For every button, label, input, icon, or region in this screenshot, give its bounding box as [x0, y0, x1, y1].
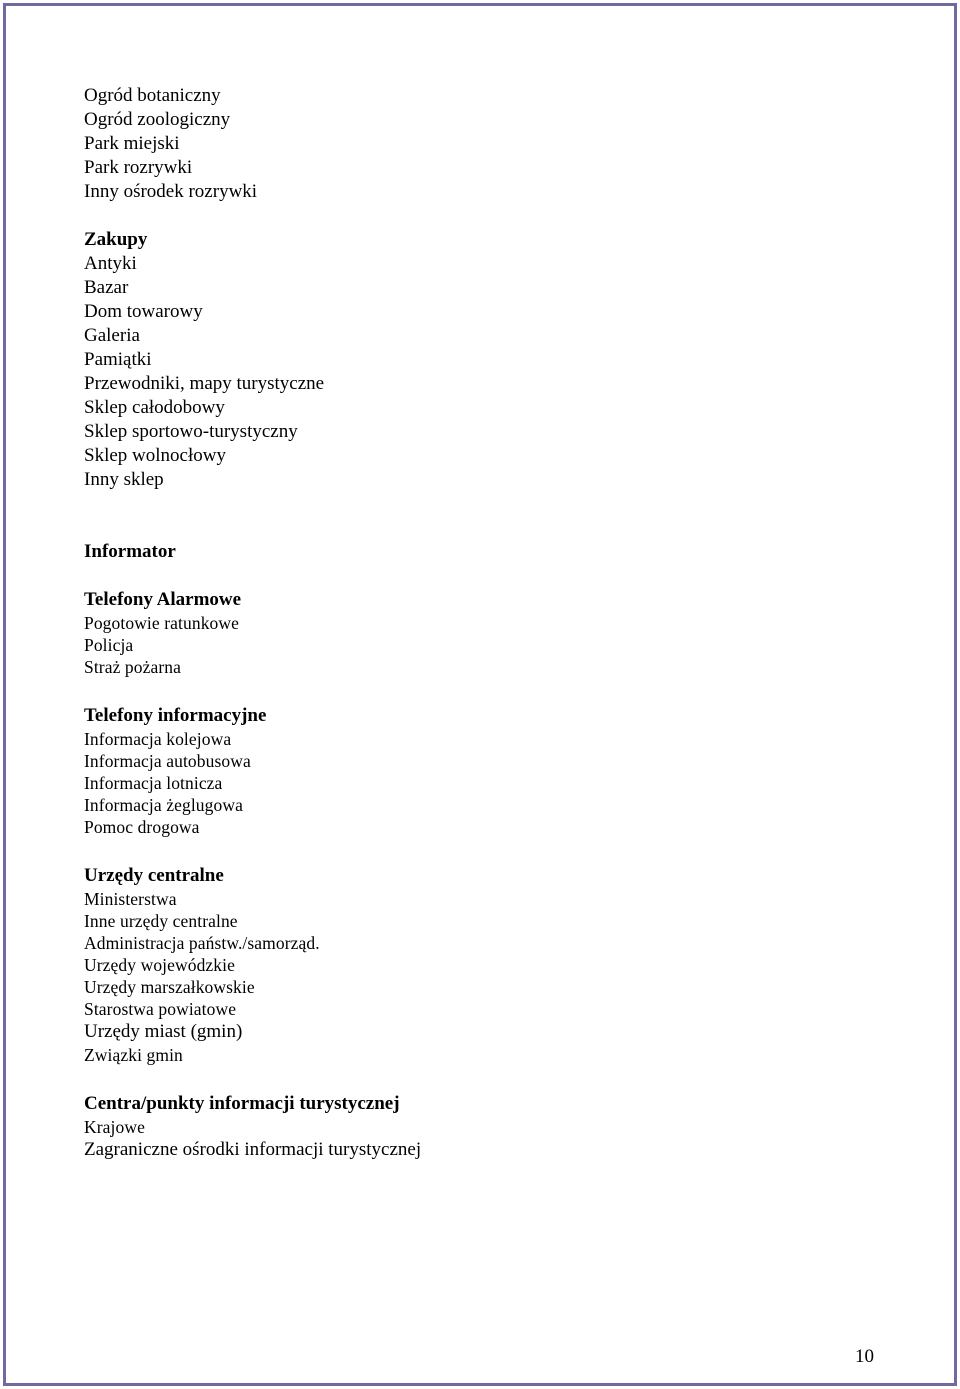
section-gap — [84, 678, 884, 704]
list-item: Antyki — [84, 253, 137, 274]
list-item: Sklep sportowo-turystyczny — [84, 421, 298, 442]
list-item: Urzędy marszałkowskie — [84, 977, 255, 997]
section-heading-urzedy-centralne: Urzędy centralne — [84, 865, 224, 886]
list-item: Urzędy miast (gmin) — [84, 1021, 243, 1042]
list-item: Pamiątki — [84, 349, 152, 370]
list-item: Dom towarowy — [84, 301, 203, 322]
list-item: Ogród zoologiczny — [84, 109, 231, 130]
section-heading-telefony-alarmowe: Telefony Alarmowe — [84, 589, 242, 610]
section-heading-centra-informacji: Centra/punkty informacji turystycznej — [84, 1093, 400, 1114]
section-heading-telefony-informacyjne: Telefony informacyjne — [84, 705, 267, 726]
list-item: Informacja żeglugowa — [84, 795, 243, 815]
list-item: Inny ośrodek rozrywki — [84, 181, 258, 202]
list-item: Krajowe — [84, 1117, 145, 1137]
document-content — [84, 84, 884, 1162]
list-item: Galeria — [84, 325, 140, 346]
list-item: Inny sklep — [84, 469, 164, 490]
list-item: Inne urzędy centralne — [84, 911, 238, 931]
section-heading-informator: Informator — [84, 541, 176, 562]
list-item: Ogród botaniczny — [84, 85, 221, 106]
list-item: Straż pożarna — [84, 657, 182, 677]
list-item: Bazar — [84, 277, 129, 298]
section-gap — [84, 204, 884, 228]
section-heading-zakupy: Zakupy — [84, 229, 148, 250]
list-item: Administracja państw./samorząd. — [84, 933, 320, 953]
list-item: Urzędy wojewódzkie — [84, 955, 235, 975]
section-gap — [84, 838, 884, 864]
list-item: Park miejski — [84, 133, 180, 154]
list-item: Zagraniczne ośrodki informacji turystycznej — [84, 1139, 422, 1160]
list-item: Związki gmin — [84, 1045, 183, 1065]
list-item: Park rozrywki — [84, 157, 193, 178]
list-item: Sklep wolnocłowy — [84, 445, 226, 466]
section-gap — [84, 1066, 884, 1092]
list-item: Informacja autobusowa — [84, 751, 251, 771]
list-item: Przewodniki, mapy turystyczne — [84, 373, 325, 394]
list-item: Ministerstwa — [84, 889, 177, 909]
list-item: Sklep całodobowy — [84, 397, 225, 418]
section-gap — [84, 492, 884, 540]
list-item: Informacja kolejowa — [84, 729, 232, 749]
list-item: Policja — [84, 635, 134, 655]
list-item: Pogotowie ratunkowe — [84, 613, 239, 633]
list-item: Informacja lotnicza — [84, 773, 223, 793]
section-gap — [84, 564, 884, 588]
list-item: Pomoc drogowa — [84, 817, 200, 837]
page-number: 10 — [855, 1346, 874, 1367]
list-item: Starostwa powiatowe — [84, 999, 237, 1019]
